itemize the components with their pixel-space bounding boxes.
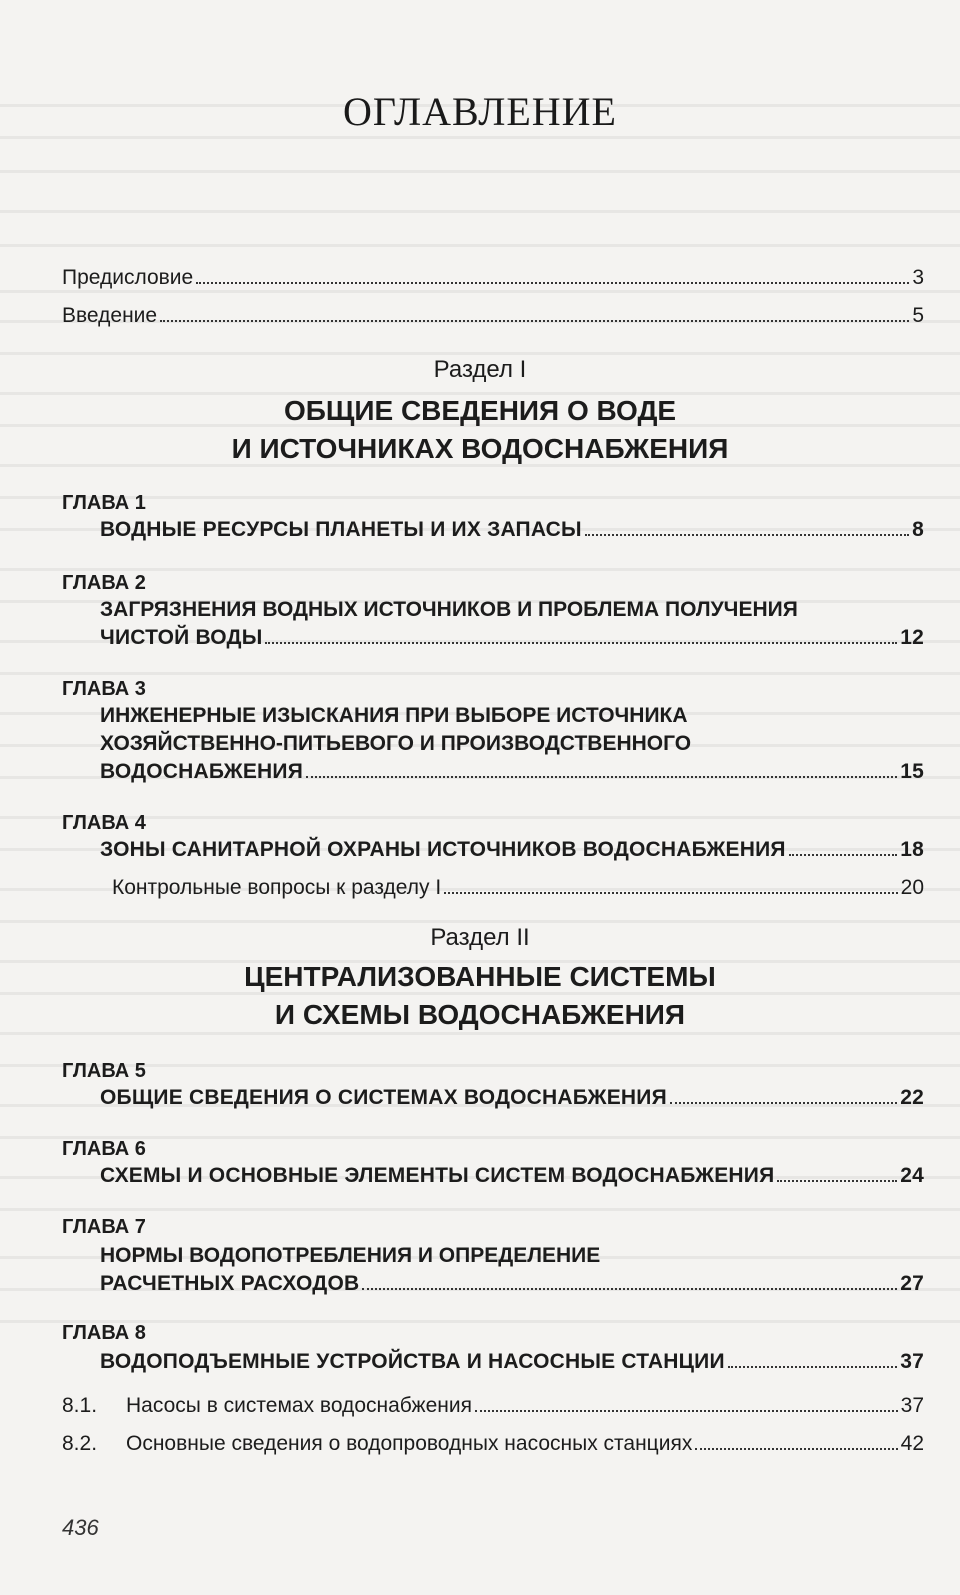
toc-entry-label: Контрольные вопросы к разделу I	[112, 876, 442, 899]
toc-entry-page: 27	[900, 1272, 924, 1295]
leader-dots	[160, 320, 909, 322]
toc-entry-page: 37	[900, 1394, 924, 1417]
section-title-line: ОБЩИЕ СВЕДЕНИЯ О ВОДЕ	[283, 395, 677, 426]
chapter-title: РАСЧЕТНЫХ РАСХОДОВ	[100, 1272, 360, 1295]
section-label: Раздел II	[430, 924, 530, 951]
chapter-label: ГЛАВА 7	[62, 1216, 146, 1238]
chapter-title-line: ЗАГРЯЗНЕНИЯ ВОДНЫХ ИСТОЧНИКОВ И ПРОБЛЕМА ПОЛУЧЕНИЯ	[100, 598, 798, 621]
leader-dots	[306, 776, 897, 778]
chapter-title: СХЕМЫ И ОСНОВНЫЕ ЭЛЕМЕНТЫ СИСТЕМ ВОДОСНАБЖЕНИЯ	[100, 1164, 775, 1187]
toc-entry-chapter-2[interactable]	[100, 626, 924, 650]
toc-entry-chapter-8[interactable]	[100, 1350, 924, 1374]
toc-entry-page: 8	[912, 518, 924, 541]
leader-dots	[670, 1102, 897, 1104]
toc-entry-page: 5	[912, 304, 924, 327]
toc-entry-subsection-8-1[interactable]	[62, 1394, 924, 1418]
page-title: ОГЛАВЛЕНИЕ	[343, 89, 617, 134]
toc-entry-label: Введение	[62, 304, 158, 327]
chapter-title-line: ИНЖЕНЕРНЫЕ ИЗЫСКАНИЯ ПРИ ВЫБОРЕ ИСТОЧНИКА	[100, 704, 688, 727]
toc-entry-introduction[interactable]	[62, 304, 924, 328]
toc-entry-chapter-5[interactable]	[100, 1086, 924, 1110]
page-number: 436	[62, 1515, 99, 1540]
toc-entry-preface[interactable]	[62, 266, 924, 290]
toc-entry-page: 37	[900, 1350, 924, 1373]
subsection-title: Насосы в системах водоснабжения	[126, 1394, 472, 1417]
toc-entry-chapter-6[interactable]	[100, 1164, 924, 1188]
chapter-title-line: НОРМЫ ВОДОПОТРЕБЛЕНИЯ И ОПРЕДЕЛЕНИЕ	[100, 1244, 601, 1267]
toc-entry-chapter-7[interactable]	[100, 1272, 924, 1296]
toc-entry-page: 42	[900, 1432, 924, 1455]
section-title-line: ЦЕНТРАЛИЗОВАННЫЕ СИСТЕМЫ	[244, 961, 716, 992]
toc-entry-chapter-1[interactable]	[100, 518, 924, 542]
chapter-label: ГЛАВА 3	[62, 678, 146, 700]
subsection-number: 8.1.	[62, 1394, 98, 1417]
toc-entry-page: 18	[900, 838, 924, 861]
toc-entry-page: 3	[912, 266, 924, 289]
chapter-title: ВОДОПОДЪЕМНЫЕ УСТРОЙСТВА И НАСОСНЫЕ СТАНЦИИ	[100, 1350, 725, 1373]
leader-dots	[789, 854, 898, 856]
section-title-line: И ИСТОЧНИКАХ ВОДОСНАБЖЕНИЯ	[231, 433, 729, 464]
chapter-label: ГЛАВА 5	[62, 1060, 146, 1082]
section-title-line: И СХЕМЫ ВОДОСНАБЖЕНИЯ	[274, 999, 686, 1030]
toc-entry-page: 15	[900, 760, 924, 783]
chapter-title: ВОДОСНАБЖЕНИЯ	[100, 760, 304, 783]
chapter-title: ЧИСТОЙ ВОДЫ	[100, 626, 263, 649]
subsection-number: 8.2.	[62, 1432, 98, 1455]
toc-entry-page: 20	[900, 876, 924, 899]
toc-entry-subsection-8-2[interactable]	[62, 1432, 924, 1456]
toc-entry-page: 22	[900, 1086, 924, 1109]
chapter-title: ОБЩИЕ СВЕДЕНИЯ О СИСТЕМАХ ВОДОСНАБЖЕНИЯ	[100, 1086, 667, 1109]
leader-dots	[265, 642, 897, 644]
toc-entry-page: 12	[900, 626, 924, 649]
toc-entry-chapter-3[interactable]	[100, 760, 924, 784]
chapter-title: ЗОНЫ САНИТАРНОЙ ОХРАНЫ ИСТОЧНИКОВ ВОДОСНАБЖЕНИЯ	[100, 838, 786, 861]
leader-dots	[196, 282, 909, 284]
chapter-title: ВОДНЫЕ РЕСУРСЫ ПЛАНЕТЫ И ИХ ЗАПАСЫ	[100, 518, 582, 541]
toc-entry-page: 24	[900, 1164, 924, 1187]
chapter-label: ГЛАВА 6	[62, 1138, 146, 1160]
leader-dots	[362, 1288, 897, 1290]
toc-entry-chapter-4[interactable]	[100, 838, 924, 862]
chapter-label: ГЛАВА 1	[62, 492, 146, 514]
chapter-label: ГЛАВА 4	[62, 812, 146, 834]
leader-dots	[585, 534, 909, 536]
chapter-label: ГЛАВА 8	[62, 1322, 146, 1344]
toc-entry-label: Предисловие	[62, 266, 194, 289]
leader-dots	[728, 1366, 897, 1368]
chapter-label: ГЛАВА 2	[62, 572, 146, 594]
section-label: Раздел I	[433, 356, 527, 383]
toc-entry-control-questions[interactable]	[112, 876, 924, 900]
subsection-title: Основные сведения о водопроводных насосных станциях	[126, 1432, 693, 1455]
leader-dots	[444, 892, 897, 894]
leader-dots	[475, 1410, 898, 1412]
chapter-title-line: ХОЗЯЙСТВЕННО-ПИТЬЕВОГО И ПРОИЗВОДСТВЕННОГО	[100, 732, 692, 755]
leader-dots	[695, 1448, 897, 1450]
leader-dots	[777, 1180, 897, 1182]
